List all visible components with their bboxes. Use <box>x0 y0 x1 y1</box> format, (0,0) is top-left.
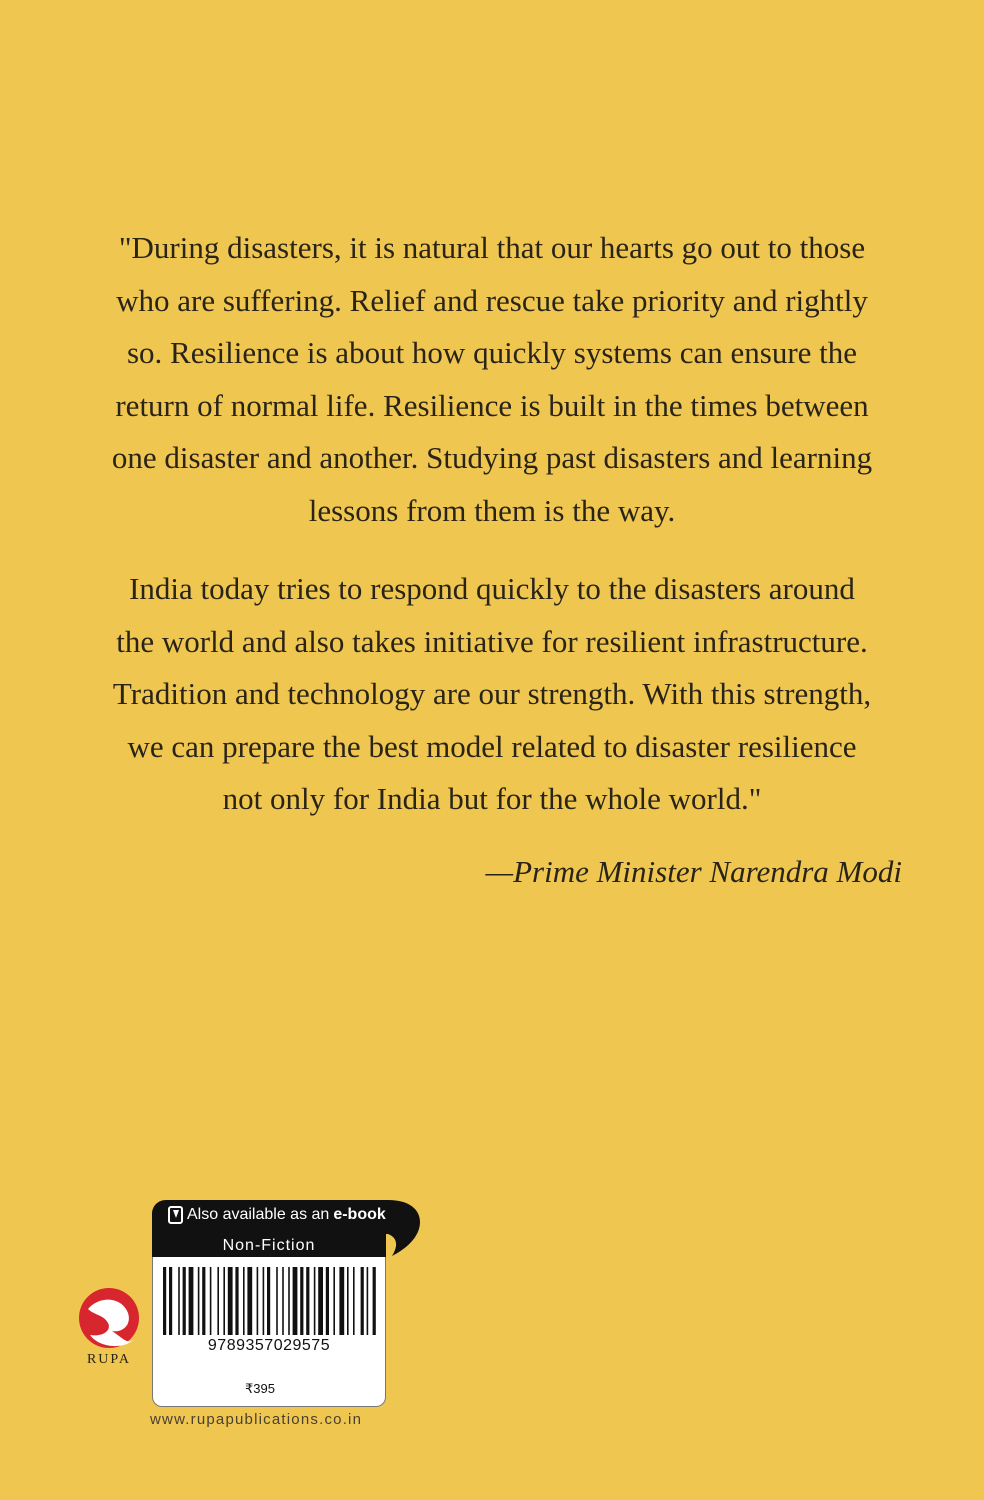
price: ₹395 <box>245 1381 275 1396</box>
isbn-number: 9789357029575 <box>207 1337 331 1354</box>
publisher-website[interactable]: www.rupapublications.co.in <box>150 1411 363 1428</box>
barcode <box>161 1267 379 1337</box>
ebook-prefix: Also available as an <box>187 1206 330 1223</box>
barcode-panel <box>152 1257 386 1407</box>
quote-paragraph-2: India today tries to respond quickly to the disasters around the world and also takes initiative for resilient infrastructure. Tradition and technology are our strength. With this strength, we can prepare the best model related to disaster resilience not only for India but for the whole world." <box>112 571 872 816</box>
genre-label: Non-Fiction <box>152 1234 386 1257</box>
rupa-logo-icon <box>78 1287 140 1349</box>
quote-paragraph-1: "During disasters, it is natural that our hearts go out to those who are suffering. Relief and rescue take priority and rightly so. Resilience is about how quickly systems can ensure the return of normal life. Resilience is built in the times between one disaster and another. Studying past disasters and learning lessons from them is the way. <box>111 230 873 528</box>
quote-attribution: —Prime Minister Narendra Modi <box>485 854 902 889</box>
download-icon <box>168 1206 183 1224</box>
ebook-notice <box>168 1203 386 1227</box>
publisher-name: RUPA <box>86 1352 132 1367</box>
quote-block <box>70 222 914 826</box>
ebook-emphasis: e-book <box>333 1206 386 1223</box>
